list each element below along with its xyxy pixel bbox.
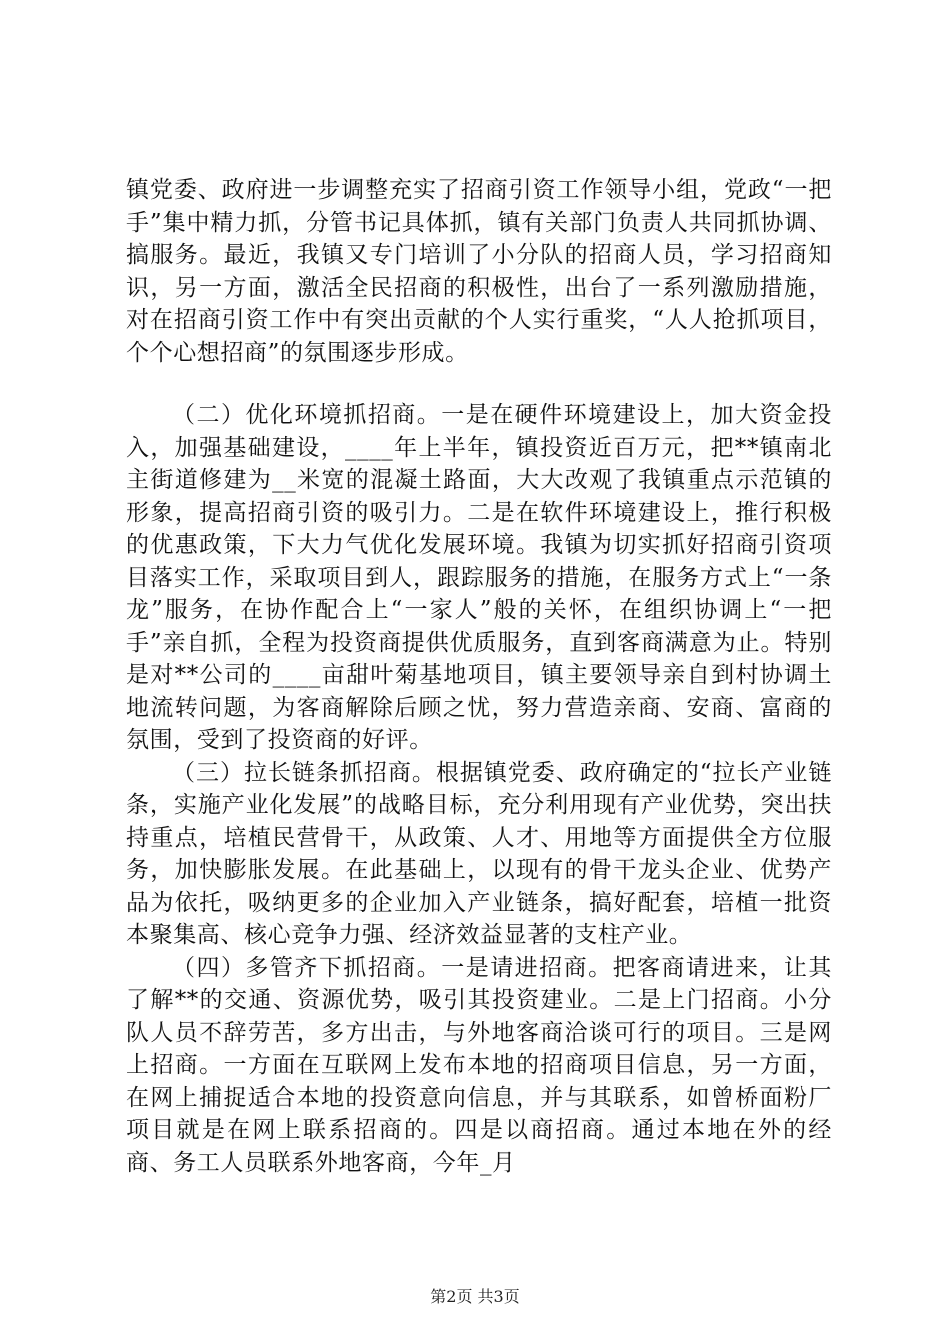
paragraph-industry-chain: （三）拉长链条抓招商。根据镇党委、政府确定的“拉长产业链条，实施产业化发展”的战略目标，充分利用现有产业优势，突出扶持重点，培植民营骨干，从政策、人才、用地等方面提供全方位服务，加快膨胀发展。在此基础上，以现有的骨干龙头企业、优势产品为依托，吸纳更多的企业加入产业链条，搞好配套，培植一批资本聚集高、核心竞争力强、经济效益显著的支柱产业。: [126, 759, 832, 948]
page-number-footer: 第2页 共3页: [430, 1287, 520, 1306]
paragraph-leadership: 镇党委、政府进一步调整充实了招商引资工作领导小组，党政“一把手”集中精力抓，分管书记具体抓，镇有关部门负责人共同抓协调、搞服务。最近，我镇又专门培训了小分队的招商人员，学习招商知识，另一方面，激活全民招商的积极性，出台了一系列激励措施，对在招商引资工作中有突出贡献的个人实行重奖，“人人抢抓项目，个个心想招商”的氛围逐步形成。: [126, 177, 832, 366]
document-body: [126, 174, 832, 1179]
paragraph-environment: （二）优化环境抓招商。一是在硬件环境建设上，加大资金投入，加强基础建设，____年上半年，镇投资近百万元，把**镇南北主街道修建为__米宽的混凝土路面，大大改观了我镇重点示范镇的形象，提高招商引资的吸引力。二是在软件环境建设上，推行积极的优惠政策，下大力气优化发展环境。我镇为切实抓好招商引资项目落实工作，采取项目到人，跟踪服务的措施，在服务方式上“一条龙”服务，在协作配合上“一家人”般的关怀，在组织协调上“一把手”亲自抓，全程为投资商提供优质服务，直到客商满意为止。特别是对**公司的____亩甜叶菊基地项目，镇主要领导亲自到村协调土地流转问题，为客商解除后顾之忧，努力营造亲商、安商、富商的氛围，受到了投资商的好评。: [126, 402, 832, 753]
paragraph-multi-channel: （四）多管齐下抓招商。一是请进招商。把客商请进来，让其了解**的交通、资源优势，吸引其投资建业。二是上门招商。小分队人员不辞劳苦，多方出击，与外地客商洽谈可行的项目。三是网上招商。一方面在互联网上发布本地的招商项目信息，另一方面，在网上捕捉适合本地的投资意向信息，并与其联系，如曾桥面粉厂项目就是在网上联系招商的。四是以商招商。通过本地在外的经商、务工人员联系外地客商，今年_月: [126, 954, 832, 1176]
paragraph-gap: [126, 369, 832, 399]
